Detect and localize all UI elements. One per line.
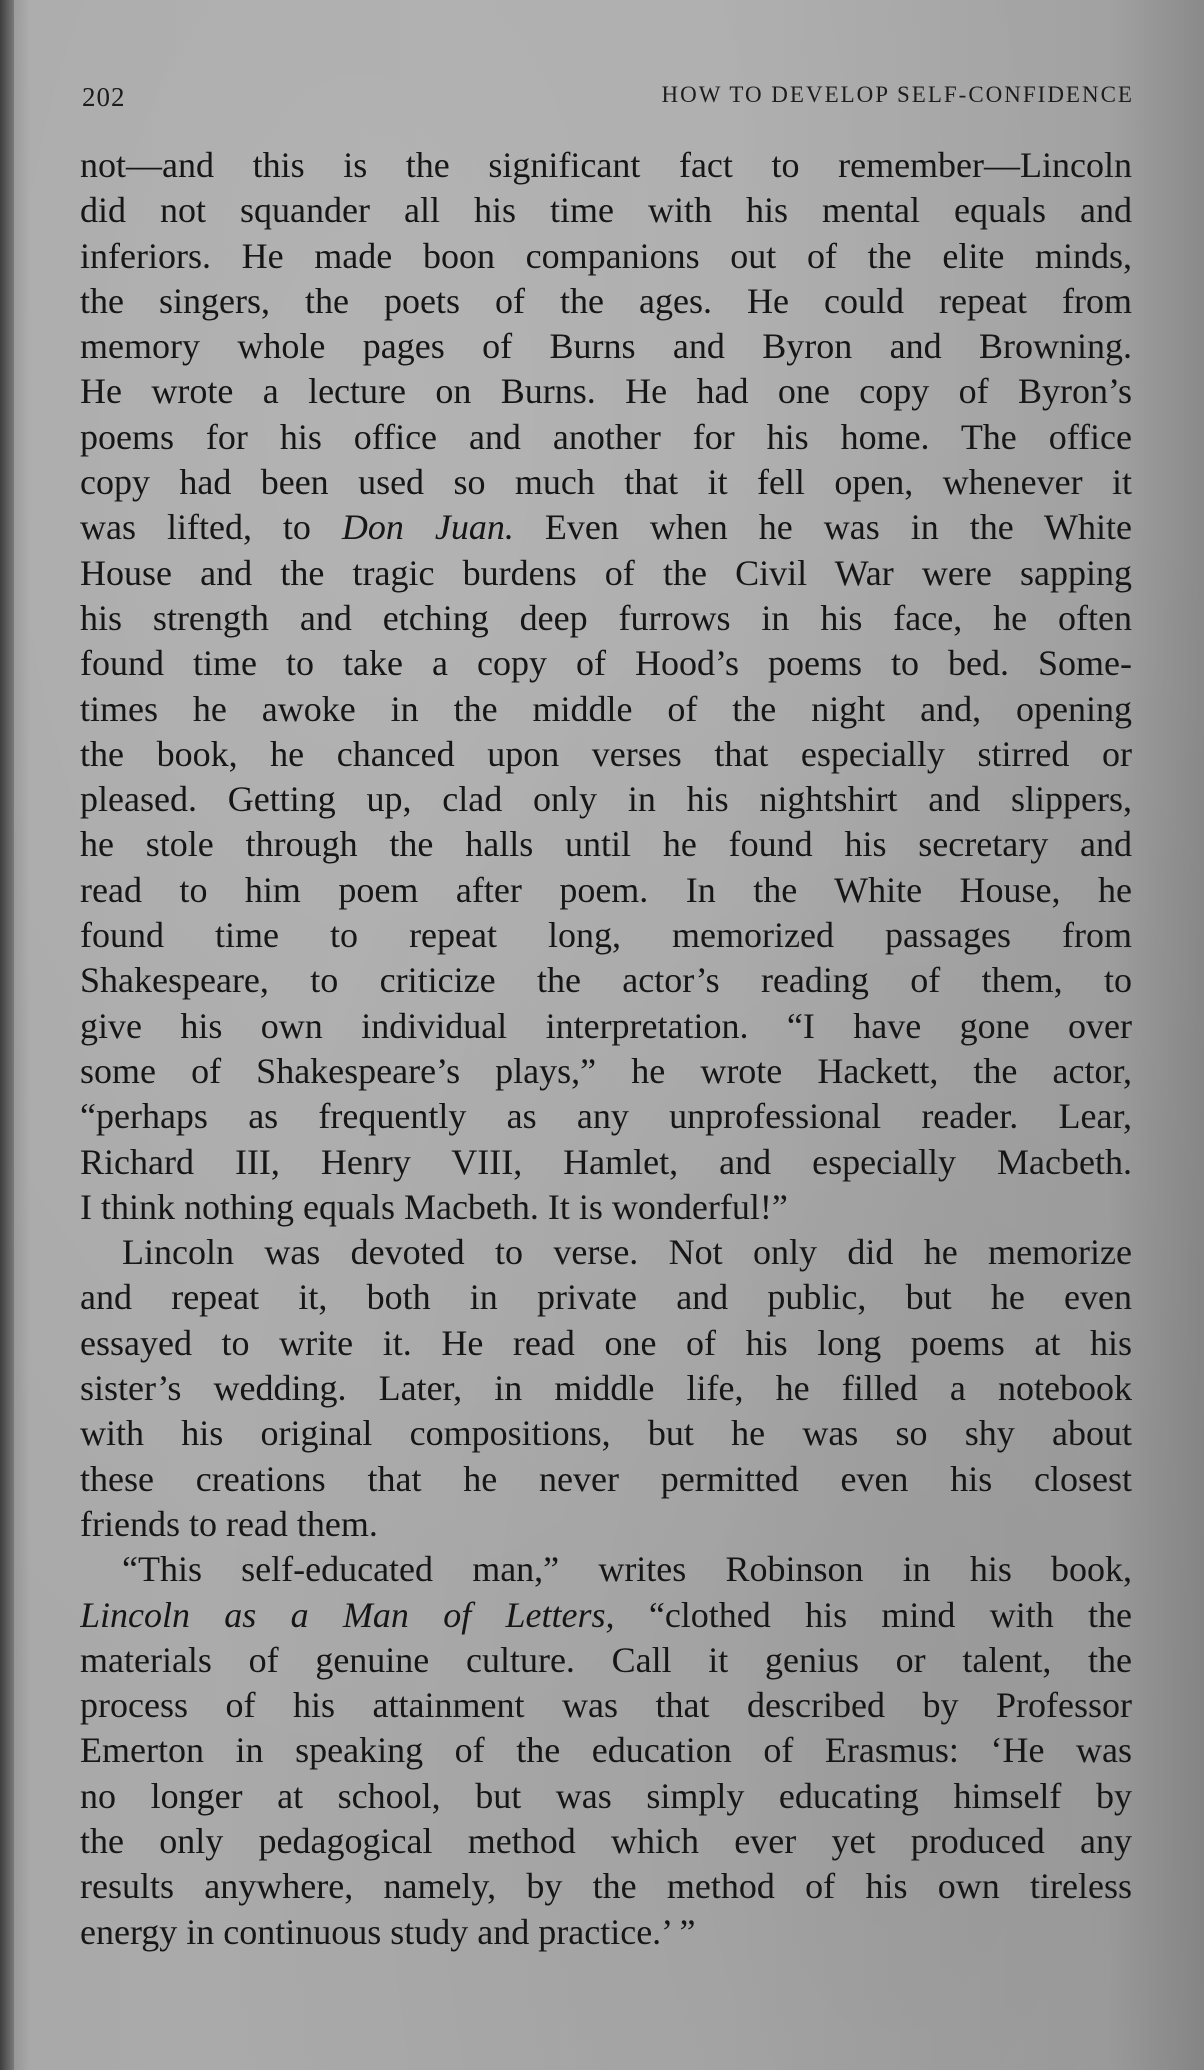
text-line: he stole through the halls until he found his secretary and xyxy=(80,824,1132,865)
text-line: the singers, the poets of the ages. He could repeat from xyxy=(80,280,1132,321)
text-line xyxy=(80,505,1132,550)
text-line: essayed to write it. He read one of his long poems at his xyxy=(80,1322,1132,1363)
text-line: energy in continuous study and practice.’ ” xyxy=(80,1911,696,1952)
text-line: times he awoke in the middle of the night and, opening xyxy=(80,688,1132,729)
text-line: inferiors. He made boon companions out of the elite minds, xyxy=(80,235,1132,276)
text-line: found time to take a copy of Hood’s poems to bed. Some- xyxy=(80,643,1132,684)
text-line: poems for his office and another for his home. The office xyxy=(80,416,1132,457)
text-line: materials of genuine culture. Call it genius or talent, the xyxy=(80,1639,1132,1680)
text-run: “clothed his mind with the xyxy=(614,1594,1132,1635)
paragraph-2 xyxy=(80,1230,1132,1547)
text-line: Shakespeare, to criticize the actor’s reading of them, to xyxy=(80,960,1132,1001)
text-line: friends to read them. xyxy=(80,1503,378,1544)
text-line: memory whole pages of Burns and Byron and Browning. xyxy=(80,326,1132,367)
text-line: no longer at school, but was simply educating himself by xyxy=(80,1775,1132,1816)
text-line: pleased. Getting up, clad only in his nightshirt and slippers, xyxy=(80,779,1132,820)
paragraph-1 xyxy=(80,143,1132,1230)
text-line xyxy=(80,1593,1132,1638)
running-title: HOW TO DEVELOP SELF-CONFIDENCE xyxy=(661,82,1134,107)
text-run: Even when he was in the White xyxy=(513,507,1132,548)
text-line: I think nothing equals Macbeth. It is wonderful!” xyxy=(80,1186,788,1227)
text-line: “perhaps as frequently as any unprofessional reader. Lear, xyxy=(80,1096,1132,1137)
text-line: his strength and etching deep furrows in his face, he often xyxy=(80,597,1132,638)
text-line: He wrote a lecture on Burns. He had one copy of Byron’s xyxy=(80,371,1132,412)
text-line: found time to repeat long, memorized passages from xyxy=(80,915,1132,956)
italic-title-don-juan: Don Juan. xyxy=(341,507,514,548)
text-line: House and the tragic burdens of the Civil War were sapping xyxy=(80,552,1132,593)
text-line: give his own individual interpretation. “I have gone over xyxy=(80,1005,1132,1046)
text-line: copy had been used so much that it fell open, whenever it xyxy=(80,462,1132,503)
text-line: Emerton in speaking of the education of Erasmus: ‘He was xyxy=(80,1730,1132,1771)
italic-book-title: Lincoln as a Man of Letters, xyxy=(80,1594,615,1635)
paragraph-3 xyxy=(80,1547,1132,1955)
text-line: and repeat it, both in private and public, but he even xyxy=(80,1277,1132,1318)
book-spine-shadow xyxy=(0,0,14,2070)
text-line: sister’s wedding. Later, in middle life, he filled a notebook xyxy=(80,1368,1132,1409)
text-line: some of Shakespeare’s plays,” he wrote Hackett, the actor, xyxy=(80,1050,1132,1091)
text-line: Richard III, Henry VIII, Hamlet, and especially Macbeth. xyxy=(80,1141,1132,1182)
text-line: process of his attainment was that described by Professor xyxy=(80,1685,1132,1726)
text-line: the book, he chanced upon verses that especially stirred or xyxy=(80,733,1132,774)
text-line: not—and this is the significant fact to remember—Lincoln xyxy=(80,145,1132,185)
page-number: 202 xyxy=(82,82,126,112)
text-line: “This self-educated man,” writes Robinson in his book, xyxy=(122,1549,1132,1590)
text-line: these creations that he never permitted even his closest xyxy=(80,1458,1132,1499)
text-run: was lifted, to xyxy=(80,507,342,548)
text-line: read to him poem after poem. In the White House, he xyxy=(80,869,1132,910)
text-line: Lincoln was devoted to verse. Not only did he memorize xyxy=(122,1232,1132,1273)
text-line: results anywhere, namely, by the method of his own tireless xyxy=(80,1866,1132,1907)
text-line: did not squander all his time with his mental equals and xyxy=(80,190,1132,231)
running-head xyxy=(82,78,1134,118)
text-line: the only pedagogical method which ever yet produced any xyxy=(80,1820,1132,1861)
text-line: with his original compositions, but he was so shy about xyxy=(80,1413,1132,1454)
body-text xyxy=(80,143,1132,1955)
